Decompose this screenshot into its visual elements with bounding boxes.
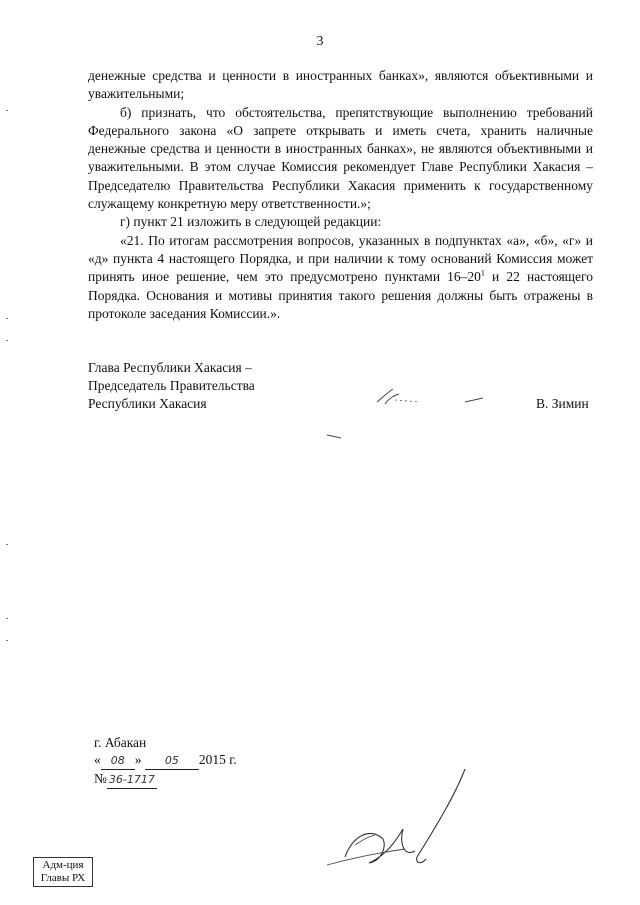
scan-edge-mark xyxy=(6,544,8,545)
stamp-line: Главы РХ xyxy=(40,872,86,884)
paragraph-item-g: г) пункт 21 изложить в следующей редакции: xyxy=(120,214,382,230)
issue-block xyxy=(94,734,237,789)
paragraph-item-b: б) признать, что обстоятельства, препятствующие выполнению требований Федерального закона «О запрете открывать и иметь счета, хранить наличные денежные средства и ценности в иностранных банках», не являются объективными и уважительными. В этом случае Комиссия рекомендует Главе Республики Хакасия – Председателю Правительства Республики Хакасия применить к государственному служащему конкретную меру ответственности.»; xyxy=(88,104,593,212)
page-number: 3 xyxy=(316,34,324,49)
scan-edge-mark xyxy=(6,110,8,111)
date-year: 2015 г. xyxy=(198,752,237,767)
number-value: 36-1717 xyxy=(108,773,155,786)
issue-number xyxy=(94,770,237,789)
issue-date xyxy=(94,751,237,770)
scan-edge-mark xyxy=(6,318,8,319)
date-month: 05 xyxy=(164,754,179,767)
stamp-line: Адм-ция xyxy=(42,859,84,871)
date-open-quote: « xyxy=(94,752,101,767)
scan-edge-mark xyxy=(6,640,8,641)
number-label: № xyxy=(94,771,107,786)
handwritten-signature xyxy=(325,380,495,445)
signer-name: В. Зимин xyxy=(536,396,589,411)
handwritten-initials xyxy=(325,765,475,880)
date-close-quote: » xyxy=(134,752,142,767)
superscript: 1 xyxy=(480,268,485,278)
signer-title-line: Республики Хакасия xyxy=(88,396,207,411)
scan-edge-mark xyxy=(6,340,8,341)
registration-stamp xyxy=(33,857,93,887)
issue-city: г. Абакан xyxy=(94,735,147,750)
paragraph-continuation: денежные средства и ценности в иностранных банках», являются объективными и уважительными; xyxy=(88,68,593,102)
scan-edge-mark xyxy=(6,618,8,619)
quote-text-end: и 22 настоящего Порядка. Основания и мотивы принятия такого решения должны быть отражены в протоколе заседания Комиссии.». xyxy=(88,269,593,321)
quote-text-start: «21. По итогам рассмотрения вопросов, указанных в подпунктах «а», «б», «г» и «д» пункта 4 настоящего Порядка, и при наличии к тому оснований Комиссия может принять иное решение, чем это предусмотрено пунктами 16–20 xyxy=(88,232,593,285)
signer-title-line: Председатель Правительства xyxy=(88,378,255,393)
paragraph-quote-21 xyxy=(88,232,593,323)
signer-title xyxy=(88,359,255,413)
date-day: 08 xyxy=(110,754,125,767)
document-body xyxy=(88,67,593,323)
signer-title-line: Глава Республики Хакасия – xyxy=(88,360,252,375)
